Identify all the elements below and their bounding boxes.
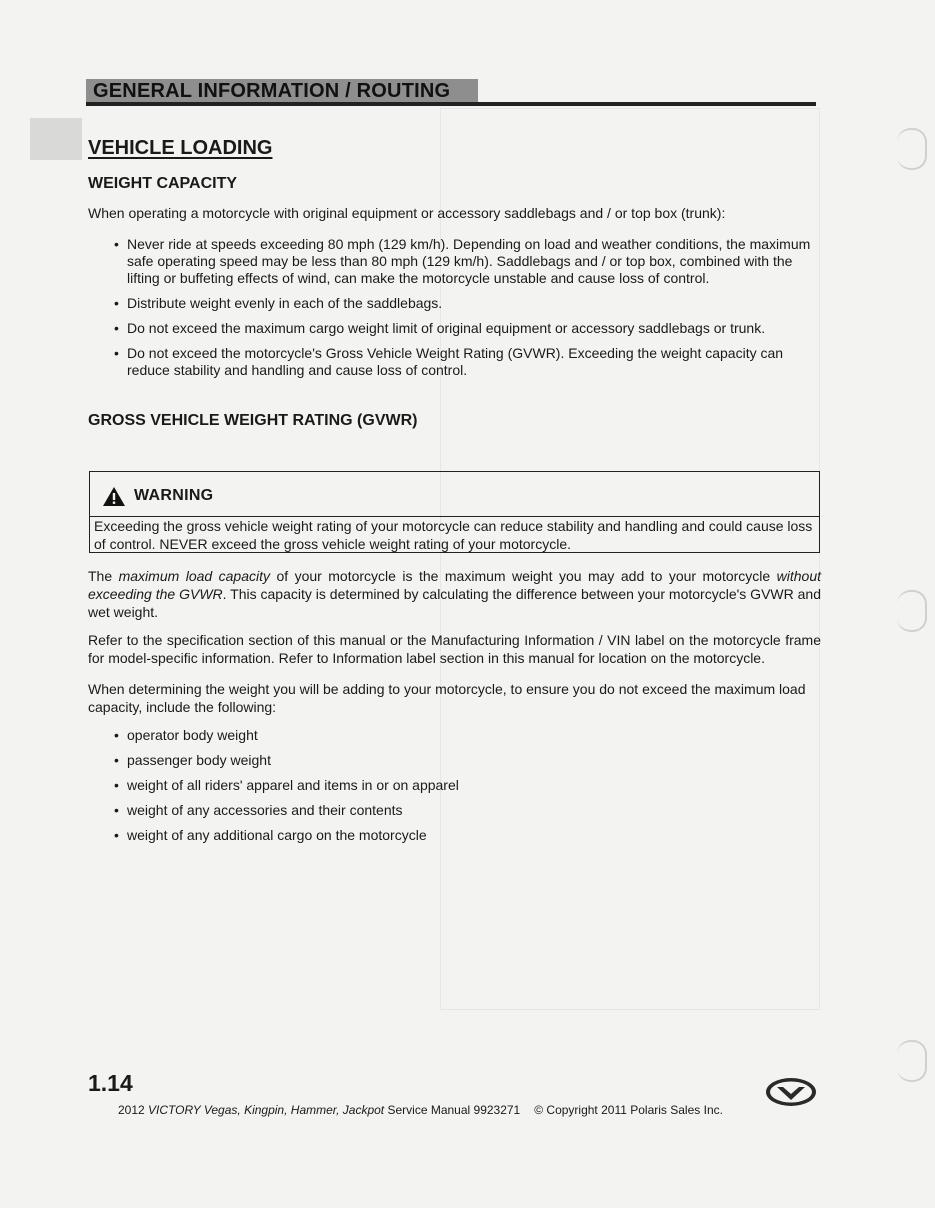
gvwr-heading: GROSS VEHICLE WEIGHT RATING (GVWR) [88,412,418,429]
page-title: VEHICLE LOADING [88,137,273,159]
list-item: • Do not exceed the motorcycle's Gross Vehicle Weight Rating (GVWR). Exceeding the weight capacity can reduce stability and handling and cause loss of control. [112,345,820,379]
header-rule [86,102,816,106]
binder-hole [897,128,927,170]
list-item: • Distribute weight evenly in each of the saddlebags. [112,295,820,312]
footer: 2012 VICTORY Vegas, Kingpin, Hammer, Jackpot Service Manual 9923271 © Copyright 2011 Polaris Sales Inc. [118,1103,723,1117]
list-item: • weight of all riders' apparel and items in or on apparel [112,777,820,794]
section-header: GENERAL INFORMATION / ROUTING [93,80,451,102]
weight-capacity-list [112,236,820,379]
list-item: • operator body weight [112,727,820,744]
weight-capacity-heading: WEIGHT CAPACITY [88,175,238,192]
list-item: • Never ride at speeds exceeding 80 mph (129 km/h). Depending on load and weather conditions, the maximum safe operating speed may be less than 80 mph (129 km/h). Saddlebags and / or top box, combined with the lifting or buffeting effects of wind, can make the motorcycle unstable and cause loss of control. [112,236,820,287]
list-item: • Do not exceed the maximum cargo weight limit of original equipment or accessory saddlebags or trunk. [112,320,820,337]
spec-reference-paragraph: Refer to the specification section of this manual or the Manufacturing Information / VIN label on the motorcycle frame for model-specific information. Refer to Information label section in this manual for location on the motorcycle. [88,632,821,666]
warning-text: Exceeding the gross vehicle weight rating of your motorcycle can reduce stability and handling and could cause loss of control. NEVER exceed the gross vehicle weight rating of your motorcycle. [94,518,813,552]
list-item: • passenger body weight [112,752,820,769]
binder-hole [897,1040,927,1082]
weight-items-list [112,727,820,844]
side-tab [30,118,82,160]
list-item: • weight of any accessories and their contents [112,802,820,819]
binder-hole [897,590,927,632]
warning-label: WARNING [134,487,214,504]
weight-determination-paragraph: When determining the weight you will be adding to your motorcycle, to ensure you do not exceed the maximum load capacity, include the following: [88,681,806,715]
list-item: • weight of any additional cargo on the motorcycle [112,827,820,844]
warning-icon [102,486,126,507]
max-load-paragraph: The maximum load capacity of your motorcycle is the maximum weight you may add to your motorcycle without exceeding the GVWR. This capacity is determined by calculating the difference between your motorcycle's GVWR and wet weight. [88,568,822,620]
page-number: 1.14 [88,1070,133,1096]
weight-capacity-intro: When operating a motorcycle with original equipment or accessory saddlebags and / or top box (trunk): [88,205,726,221]
warning-box [89,471,820,553]
victory-logo-icon [764,1076,818,1108]
warning-header [90,472,819,517]
